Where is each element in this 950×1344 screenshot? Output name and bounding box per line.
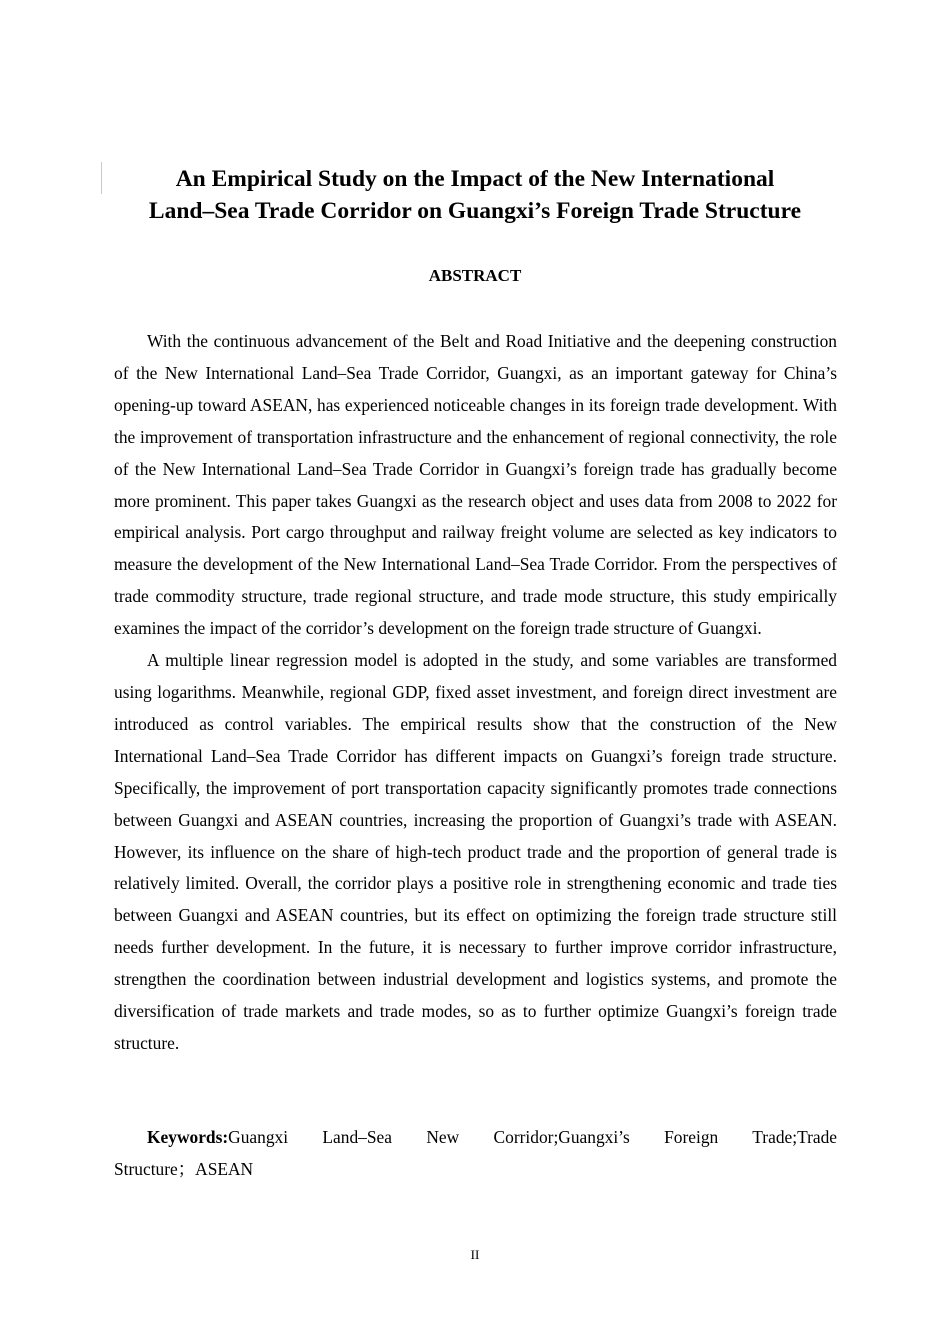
page-number: II bbox=[470, 1247, 480, 1262]
abstract-heading: ABSTRACT bbox=[428, 266, 522, 285]
abstract-paragraph-1: With the continuous advancement of the Belt and Road Initiative and the deepening construction of the New International Land–Sea Trade Corridor, Guangxi, as an important gateway for China’s opening-up toward ASEAN, has experienced noticeable changes in its foreign trade development. With the improvement of transportation infrastructure and the enhancement of regional connectivity, the role of the New International Land–Sea Trade Corridor in Guangxi’s foreign trade has gradually become more prominent. This paper takes Guangxi as the research object and uses data from 2008 to 2022 for empirical analysis. Port cargo throughput and railway freight volume are selected as key indicators to measure the development of the New International Land–Sea Trade Corridor. From the perspectives of trade commodity structure, trade regional structure, and trade mode structure, this study empirically examines the impact of the corridor’s development on the foreign trade structure of Guangxi. bbox=[114, 331, 837, 639]
title-line-1: An Empirical Study on the Impact of the New International bbox=[175, 166, 775, 192]
keywords-text: Guangxi Land–Sea New Corridor;Guangxi’s Foreign Trade;Trade Structure；ASEAN bbox=[114, 1127, 837, 1179]
abstract-paragraph-2: A multiple linear regression model is adopted in the study, and some variables are transformed using logarithms. Meanwhile, regional GDP, fixed asset investment, and foreign direct investment are introduced as control variables. The empirical results show that the construction of the New International Land–Sea Trade Corridor has different impacts on Guangxi’s foreign trade structure. Specifically, the improvement of port transportation capacity significantly promotes trade connections between Guangxi and ASEAN countries, increasing the proportion of Guangxi’s trade with ASEAN. However, its influence on the share of high-tech product trade and the proportion of general trade is relatively limited. Overall, the corridor plays a positive role in strengthening economic and trade ties between Guangxi and ASEAN countries, but its effect on optimizing the foreign trade structure still needs further development. In the future, it is necessary to further improve corridor infrastructure, strengthen the coordination between industrial development and logistics systems, and promote the diversification of trade markets and trade modes, so as to further optimize Guangxi’s foreign trade structure. bbox=[114, 650, 837, 1053]
keywords-label: Keywords: bbox=[147, 1127, 229, 1147]
paper-title bbox=[100, 163, 850, 227]
keywords bbox=[114, 1121, 837, 1185]
title-line-2: Land–Sea Trade Corridor on Guangxi’s Foreign Trade Structure bbox=[148, 198, 802, 224]
abstract-body bbox=[114, 326, 837, 1060]
